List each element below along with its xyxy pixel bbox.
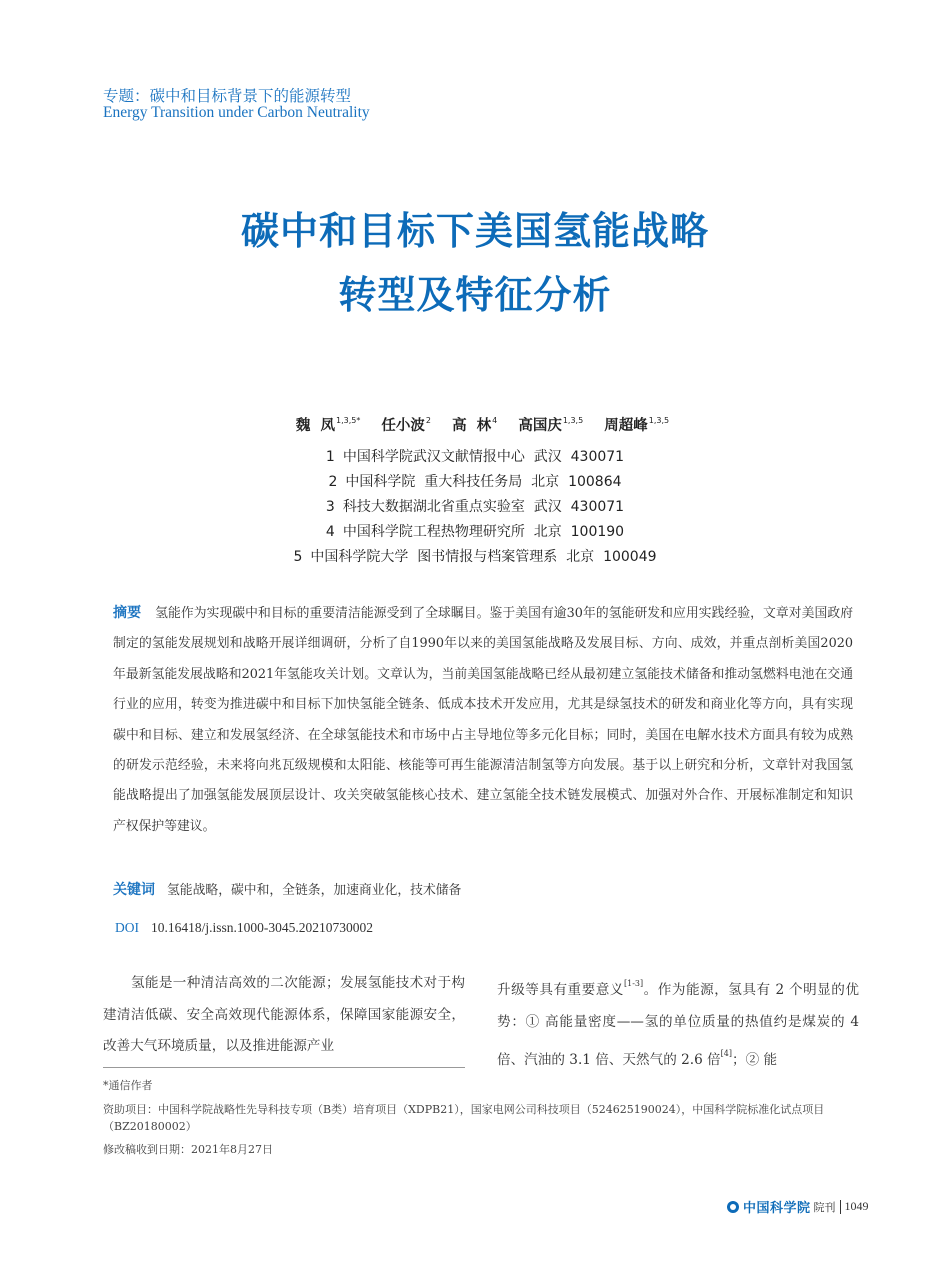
topic-chinese: 专题：碳中和目标背景下的能源转型: [103, 87, 352, 105]
keywords-text: 氢能战略，碳中和，全链条，加速商业化，技术储备: [167, 883, 462, 898]
page-number: 1049: [844, 1199, 869, 1213]
author: 高 林$^4$: [452, 416, 498, 434]
abstract-label: 摘要: [113, 605, 142, 621]
footnote-funding: 资助项目：中国科学院战略性先导科技专项（B类）培育项目（XDPB21），国家电网公司科技项目（524625190024），中国科学院标准化试点项目（BZ20180002）: [103, 1103, 825, 1133]
doi: [115, 920, 373, 936]
cas-logo-text: 中国科学院: [743, 1201, 811, 1216]
author: 任小波$^2$: [381, 416, 431, 434]
page-footer: [727, 1197, 869, 1216]
author: 周超峰$^{1,3,5}$: [604, 416, 670, 434]
footer-separator: [840, 1200, 841, 1214]
citation[interactable]: [1-3]: [624, 979, 644, 988]
affiliation: 4 中国科学院工程热物理研究所 北京 100190: [325, 524, 625, 540]
citation[interactable]: [4]: [720, 1049, 732, 1058]
cas-logo-icon: [727, 1201, 739, 1213]
journal-name: 院刊: [813, 1200, 836, 1214]
footnote-corresponding: *通信作者: [103, 1079, 153, 1092]
doi-link[interactable]: 10.16418/j.issn.1000-3045.20210730002: [151, 920, 374, 935]
article-title-line-1: 碳中和目标下美国氢能战略: [240, 209, 709, 253]
author-list: [0, 414, 950, 435]
abstract: [113, 598, 853, 842]
affiliation: 2 中国科学院 重大科技任务局 北京 100864: [328, 474, 622, 490]
keywords-label: 关键词: [113, 882, 155, 898]
footnote-received: 修改稿收到日期：2021年8月27日: [103, 1143, 273, 1156]
body-column-left: 氢能是一种清洁高效的二次能源；发展氢能技术对于构建清洁低碳、安全高效现代能源体系，保障国家能源安全，改善大气环境质量，以及推进能源产业: [103, 975, 465, 1054]
footnote-divider: [103, 1067, 465, 1068]
affiliation: 1 中国科学院武汉文献情报中心 武汉 430071: [325, 449, 625, 465]
article-title-line-2: 转型及特征分析: [338, 273, 612, 317]
doi-label: DOI: [115, 920, 139, 935]
affiliation: 5 中国科学院大学 图书情报与档案管理系 北京 100049: [293, 549, 657, 565]
body-column-right: 升级等具有重要意义[1-3]。作为能源，氢具有 2 个明显的优势：① 高能量密度——氢的单位质量的热值约是煤炭的 4 倍、汽油的 3.1 倍、天然气的 2.6 倍[4]；② 能: [497, 979, 859, 1068]
abstract-text: 氢能作为实现碳中和目标的重要清洁能源受到了全球瞩目。鉴于美国有逾30年的氢能研发和应用实践经验，文章对美国政府制定的氢能发展规划和战略开展详细调研，分析了自1990年以来的美国氢能战略及发展目标、方向、成效，并重点剖析美国2020年最新氢能发展战略和2021年氢能攻关计划。文章认为，当前美国氢能战略已经从最初建立氢能技术储备和推动氢燃料电池在交通行业的应用，转变为推进碳中和目标下加快氢能全链条、低成本技术开发应用，尤其是绿氢技术的研发和商业化等方向，具有实现碳中和目标、建立和发展氢经济、在全球氢能技术和市场中占主导地位等多元化目标；同时，美国在电解水技术方面具有较为成熟的研发示范经验，未来将向兆瓦级规模和太阳能、核能等可再生能源清洁制氢等方向发展。基于以上研究和分析，文章针对我国氢能战略提出了加强氢能发展顶层设计、攻关突破氢能核心技术、建立氢能全技术链发展模式、加强对外合作、开展标准制定和知识产权保护等建议。: [113, 606, 854, 834]
keywords: [113, 879, 461, 899]
affiliation: 3 科技大数据湖北省重点实验室 武汉 430071: [325, 499, 625, 515]
author: 高国庆$^{1,3,5}$: [518, 416, 584, 434]
author: 魏 凤$^{1,3,5*}$: [295, 416, 361, 434]
topic-english: Energy Transition under Carbon Neutrality: [103, 104, 370, 121]
